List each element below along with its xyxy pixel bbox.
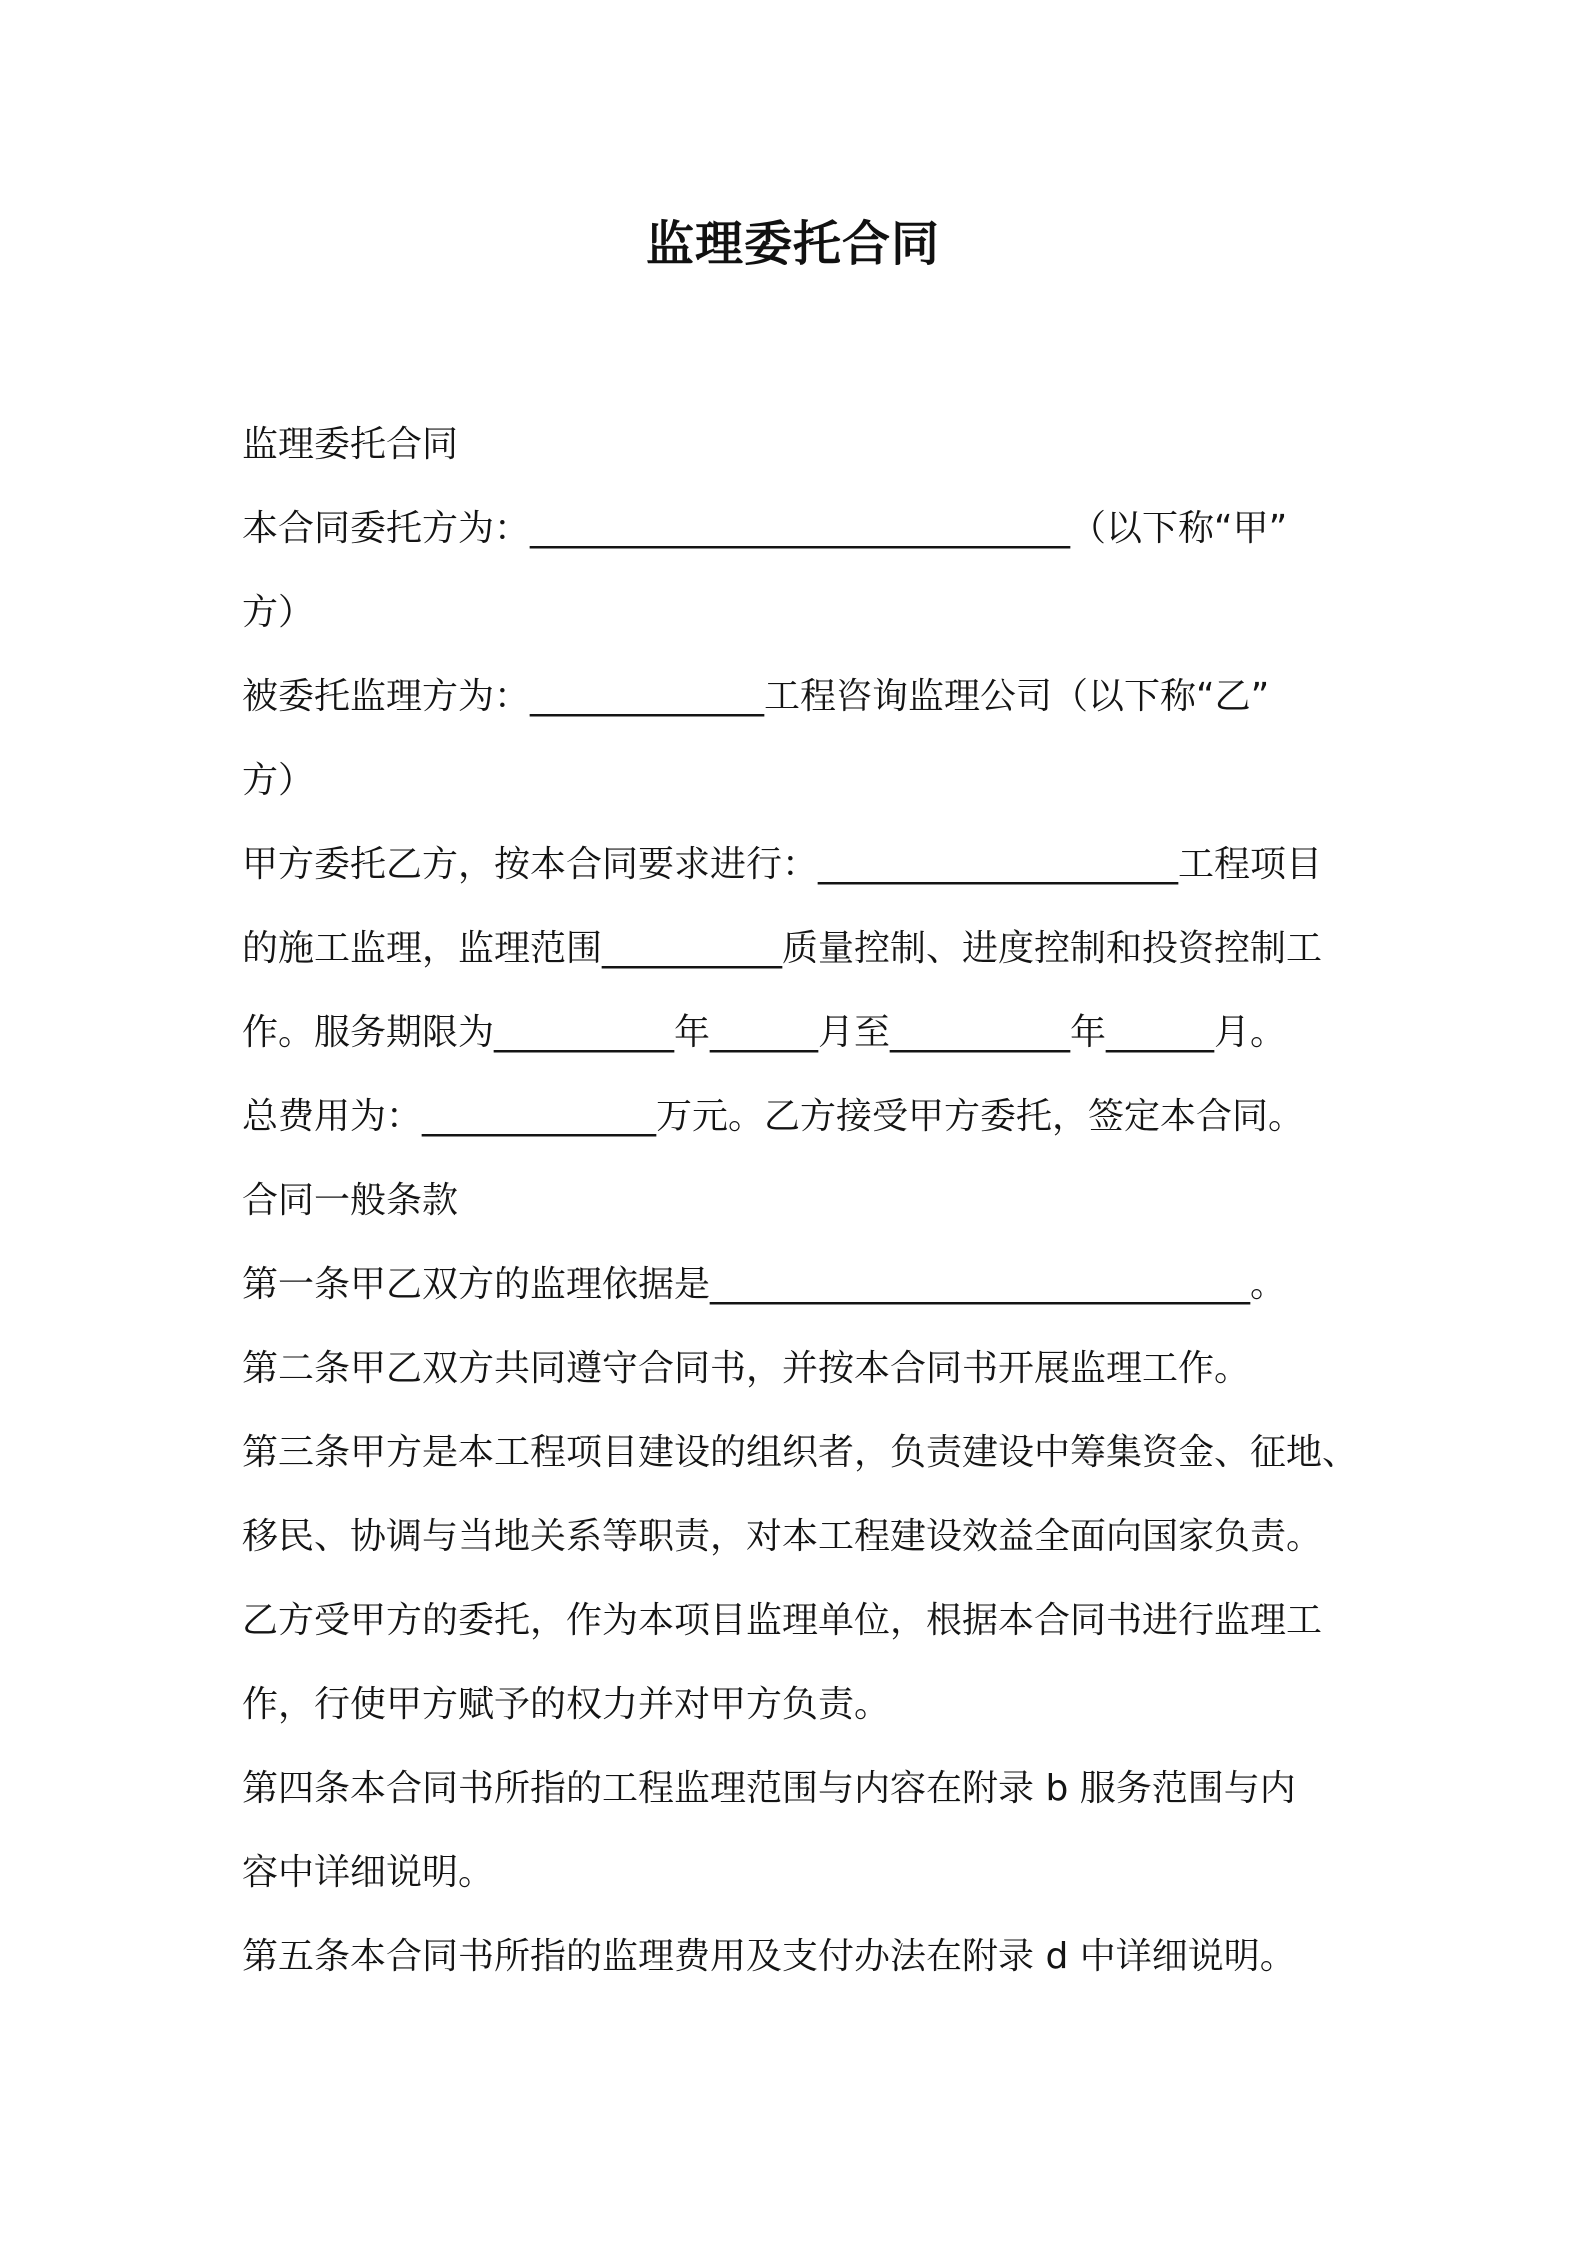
- text-line: 乙方受甲方的委托，作为本项目监理单位，根据本合同书进行监理工: [242, 1600, 1323, 1641]
- document-body: [242, 403, 1362, 1999]
- text-line: 方）: [242, 760, 315, 801]
- text-line: 的施工监理，监理范围__________质量控制、进度控制和投资控制工: [242, 928, 1323, 969]
- text-line: 总费用为：_____________万元。乙方接受甲方委托，签定本合同。: [242, 1096, 1305, 1137]
- text-line: 第二条甲乙双方共同遵守合同书，并按本合同书开展监理工作。: [242, 1348, 1251, 1389]
- text-line: 本合同委托方为：______________________________（以下称“甲”: [242, 508, 1288, 549]
- text-line: 容中详细说明。: [242, 1852, 495, 1893]
- text-line: 第五条本合同书所指的监理费用及支付办法在附录 d 中详细说明。: [242, 1936, 1296, 1977]
- text-line: 移民、协调与当地关系等职责，对本工程建设效益全面向国家负责。: [242, 1516, 1323, 1557]
- text-line: 作，行使甲方赋予的权力并对甲方负责。: [242, 1684, 891, 1725]
- text-line: 方）: [242, 592, 315, 633]
- text-line: 作。服务期限为__________年______月至__________年______月。: [242, 1012, 1287, 1053]
- text-line: 监理委托合同: [242, 424, 459, 465]
- text-line: 第一条甲乙双方的监理依据是______________________________。: [242, 1264, 1287, 1305]
- text-line: 甲方委托乙方，按本合同要求进行：____________________工程项目: [242, 844, 1323, 885]
- text-line: 被委托监理方为：_____________工程咨询监理公司（以下称“乙”: [242, 676, 1270, 717]
- text-line: 合同一般条款: [242, 1180, 459, 1221]
- text-line: 第三条甲方是本工程项目建设的组织者，负责建设中筹集资金、征地、: [242, 1432, 1359, 1473]
- text-line: 第四条本合同书所指的工程监理范围与内容在附录 b 服务范围与内: [242, 1768, 1296, 1809]
- document-title: 监理委托合同: [645, 216, 940, 272]
